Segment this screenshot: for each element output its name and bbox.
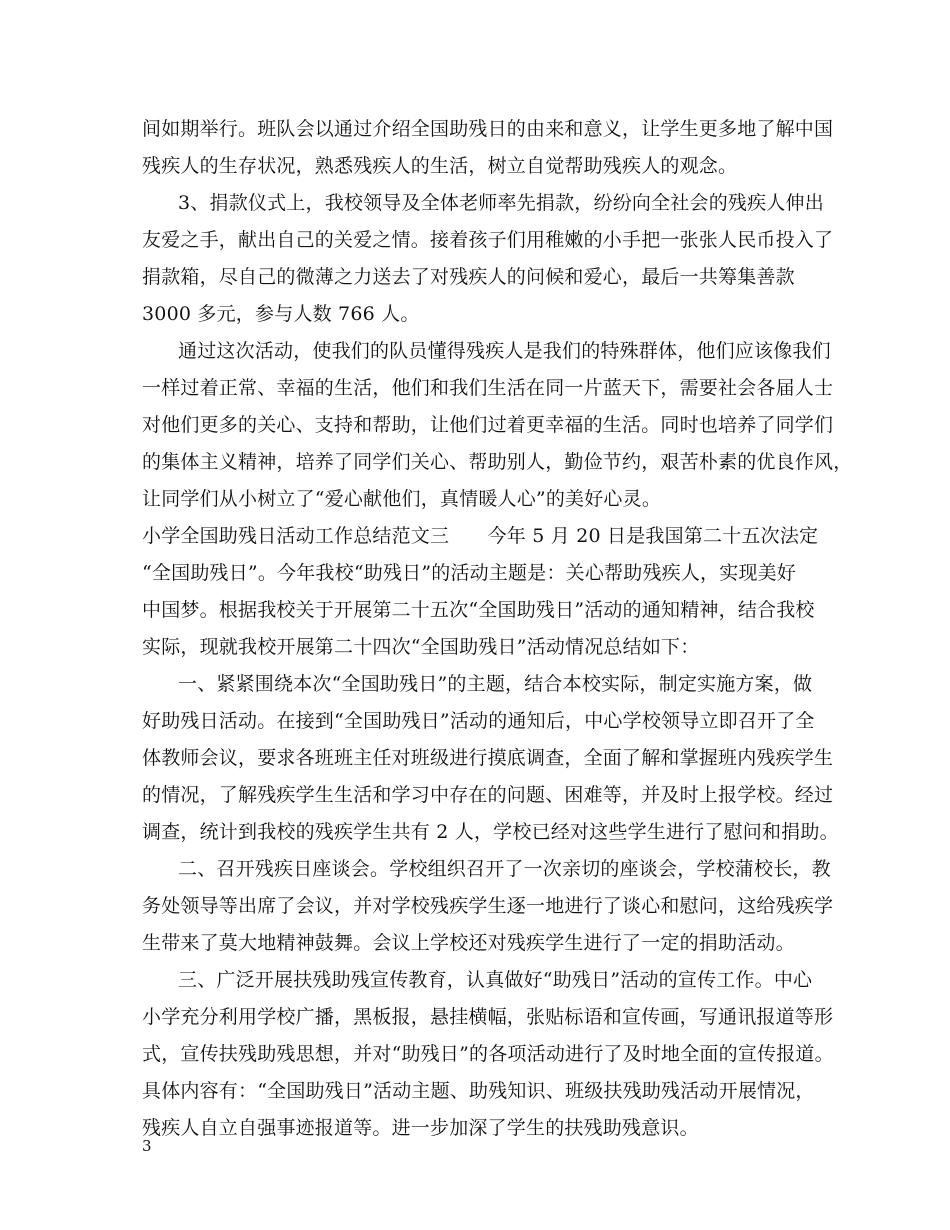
text-line: 残疾人的生存状况，熟悉残疾人的生活，树立自觉帮助残疾人的观念。: [142, 155, 738, 177]
page-number: 3: [142, 1137, 152, 1155]
paragraph-first-line: 一、紧紧围绕本次“全国助残日”的主题，结合本校实际，制定实施方案，做: [178, 673, 813, 695]
text-line: 式，宣传扶残助残思想，并对“助残日”的各项活动进行了及时地全面的宣传报道。: [142, 1043, 834, 1065]
text-line: 对他们更多的关心、支持和帮助，让他们过着更幸福的生活。同时也培养了同学们: [142, 414, 834, 436]
text-line: 3000 多元，参与人数 766 人。: [142, 303, 420, 325]
text-line: 的情况，了解残疾学生生活和学习中存在的问题、困难等，并及时上报学校。经过: [142, 784, 834, 806]
text-line: 具体内容有：“全国助残日”活动主题、助残知识、班级扶残助残活动开展情况，: [142, 1080, 815, 1102]
text-line: 友爱之手，献出自己的关爱之情。接着孩子们用稚嫩的小手把一张张人民币投入了: [142, 229, 834, 251]
text-line: 捐款箱，尽自己的微薄之力送去了对残疾人的问候和爱心，最后一共筹集善款: [142, 266, 795, 288]
text-line: 小学充分利用学校广播，黑板报，悬挂横幅，张贴标语和宣传画，写通讯报道等形: [142, 1006, 834, 1028]
text-line: 的集体主义精神，培养了同学们关心、帮助别人，勤俭节约，艰苦朴素的优良作风，: [142, 451, 853, 473]
text-line: 体教师会议，要求各班班主任对班级进行摸底调查，全面了解和掌握班内残疾学生: [142, 747, 834, 769]
text-line: 让同学们从小树立了“爱心献他们，真情暖人心”的美好心灵。: [142, 488, 662, 510]
text-line: “全国助残日”。今年我校“助残日”的活动主题是：关心帮助残疾人，实现美好: [142, 562, 797, 584]
text-line: 调查，统计到我校的残疾学生共有 2 人，学校已经对这些学生进行了慰问和捐助。: [142, 821, 839, 843]
text-line: 好助残日活动。在接到“全国助残日”活动的通知后，中心学校领导立即召开了全: [142, 710, 815, 732]
text-line: 生带来了莫大地精神鼓舞。会议上学校还对残疾学生进行了一定的捐助活动。: [142, 932, 795, 954]
paragraph-first-line: 3、捐款仪式上，我校领导及全体老师率先捐款，纷纷向全社会的残疾人伸出: [178, 192, 824, 214]
text-line: 务处领导等出席了会议，并对学校残疾学生逐一地进行了谈心和慰问，这给残疾学: [142, 895, 834, 917]
text-line: 实际，现就我校开展第二十四次“全国助残日”活动情况总结如下：: [142, 636, 700, 658]
section-heading-line: 小学全国助残日活动工作总结范文三 今年 5 月 20 日是我国第二十五次法定: [142, 525, 819, 547]
text-line: 残疾人自立自强事迹报道等。进一步加深了学生的扶残助残意识。: [142, 1117, 699, 1139]
text-line: 中国梦。根据我校关于开展第二十五次“全国助残日”活动的通知精神，结合我校: [142, 599, 815, 621]
paragraph-first-line: 二、召开残疾日座谈会。学校组织召开了一次亲切的座谈会，学校蒲校长，教: [178, 858, 831, 880]
text-line: 间如期举行。班队会以通过介绍全国助残日的由来和意义，让学生更多地了解中国: [142, 118, 834, 140]
paragraph-first-line: 通过这次活动，使我们的队员懂得残疾人是我们的特殊群体，他们应该像我们: [178, 340, 831, 362]
text-line: 一样过着正常、幸福的生活，他们和我们生活在同一片蓝天下，需要社会各届人士: [142, 377, 834, 399]
paragraph-first-line: 三、广泛开展扶残助残宣传教育，认真做好“助残日”活动的宣传工作。中心: [178, 969, 813, 991]
